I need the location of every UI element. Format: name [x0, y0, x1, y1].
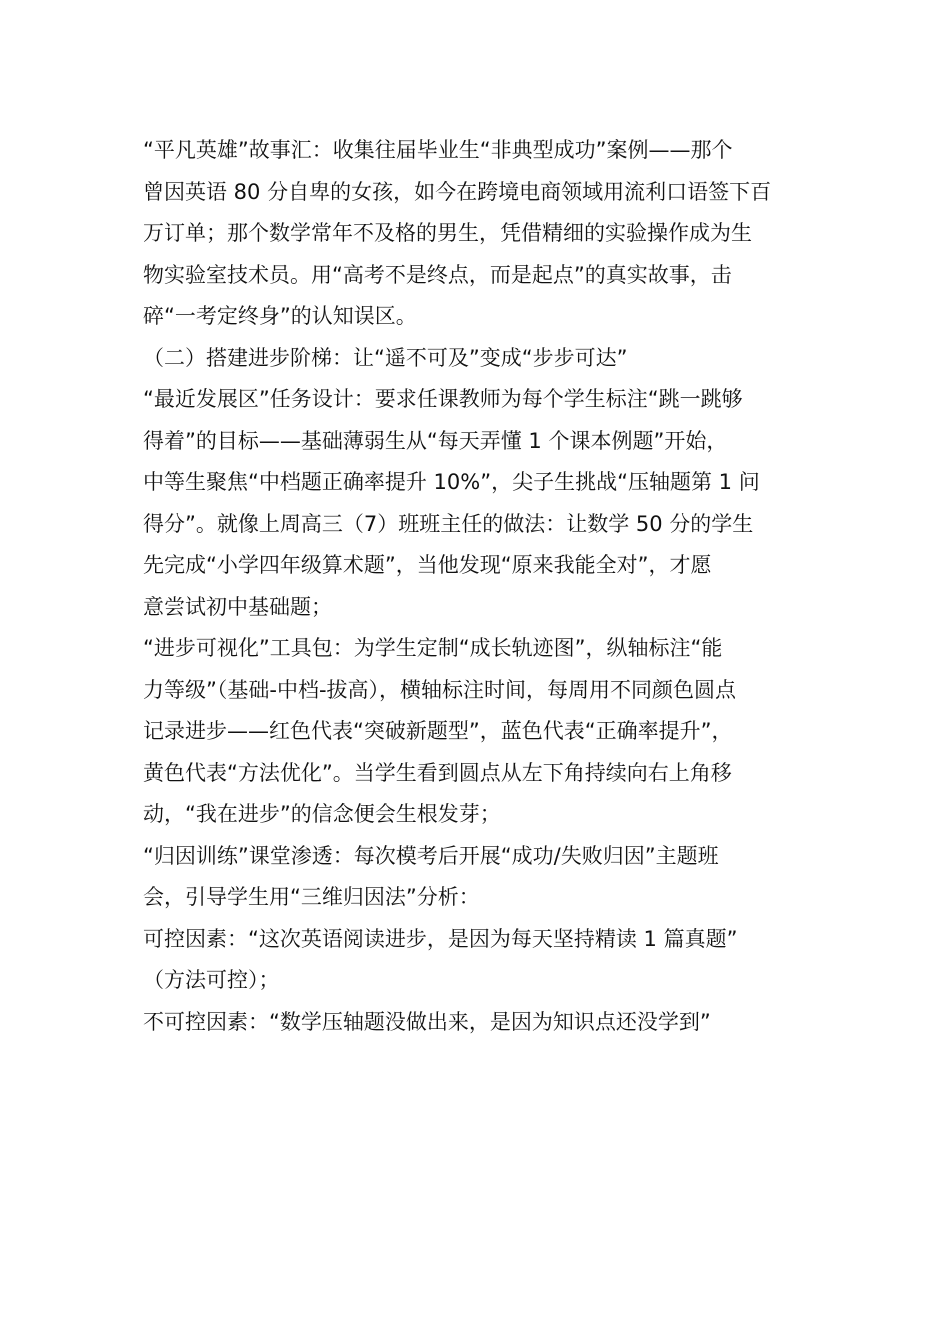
text-line: 意尝试初中基础题； — [143, 594, 332, 619]
text-line: 力等级”（基础-中档-拔高），横轴标注时间，每周用不同颜色圆点 — [143, 677, 737, 702]
text-line: “归因训练”课堂渗透：每次模考后开展“成功/失败归因”主题班 — [143, 843, 719, 868]
text-line: “平凡英雄”故事汇：收集往届毕业生“非典型成功”案例——那个 — [143, 138, 733, 162]
text-line: 万订单；那个数学常年不及格的男生，凭借精细的实验操作成为生 — [143, 221, 752, 245]
text-line: 得着”的目标——基础薄弱生从“每天弄懂 1 个课本例题”开始， — [143, 428, 728, 453]
text-line: 先完成“小学四年级算术题”，当他发现“原来我能全对”，才愿 — [143, 553, 712, 577]
text-line: 曾因英语 80 分自卑的女孩，如今在跨境电商领域用流利口语签下百 — [143, 179, 772, 204]
text-line: 中等生聚焦“中档题正确率提升 10%”，尖子生挑战“压轴题第 1 问 — [143, 470, 760, 494]
text-line: 得分”。就像上周高三（7）班班主任的做法：让数学 50 分的学生 — [143, 511, 754, 536]
text-line: （方法可控）； — [143, 968, 280, 992]
text-line: 可控因素：“这次英语阅读进步，是因为每天坚持精读 1 篇真题” — [143, 926, 738, 951]
text-line: “最近发展区”任务设计：要求任课教师为每个学生标注“跳一跳够 — [143, 387, 743, 411]
text-line: 黄色代表“方法优化”。当学生看到圆点从左下角持续向右上角移 — [143, 760, 732, 785]
text-line: 记录进步——红色代表“突破新题型”，蓝色代表“正确率提升”， — [143, 719, 733, 743]
text-line: “进步可视化”工具包：为学生定制“成长轨迹图”，纵轴标注“能 — [143, 636, 723, 660]
text-line: 碎“一考定终身”的认知误区。 — [143, 304, 417, 328]
document-body — [143, 130, 815, 1043]
text-line: 不可控因素：“数学压轴题没做出来，是因为知识点还没学到” — [143, 1009, 711, 1034]
text-line: 动，“我在进步”的信念便会生根发芽； — [143, 802, 501, 826]
section-heading: （二）搭建进步阶梯：让“遥不可及”变成“步步可达” — [143, 345, 628, 370]
text-line: 会，引导学生用“三维归因法”分析： — [143, 885, 480, 909]
text-line: 物实验室技术员。用“高考不是终点，而是起点”的真实故事，击 — [143, 262, 732, 287]
